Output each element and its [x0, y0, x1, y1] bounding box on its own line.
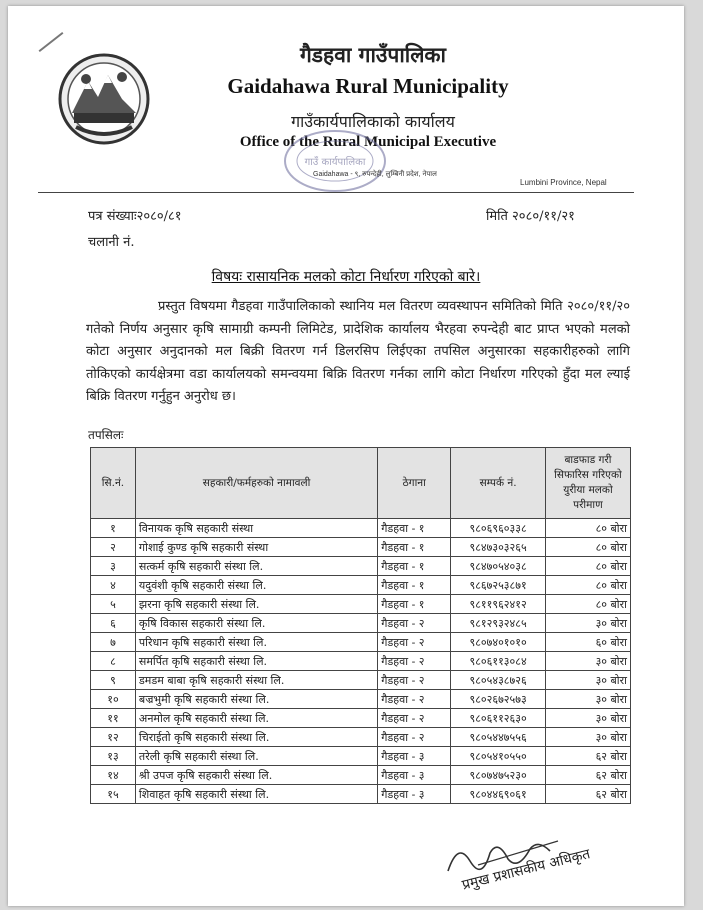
row-sn: १० [91, 690, 136, 709]
row-contact: ९८०५४३८७२६ [451, 671, 546, 690]
row-quantity: ३० बोरा [545, 652, 630, 671]
header-quantity: बाडफाड गरी सिफारिस गरिएको युरीया मलको परीमाण [545, 448, 630, 519]
row-sn: १ [91, 519, 136, 538]
row-name: विनायक कृषि सहकारी संस्था [135, 519, 377, 538]
row-quantity: ८० बोरा [545, 595, 630, 614]
letter-date: मिति २०८०/११/२१ [486, 209, 575, 224]
row-sn: ३ [91, 557, 136, 576]
stamp-text: गाउँ कार्यपालिका [304, 157, 366, 168]
table-row [91, 747, 631, 766]
row-name: यदुवंशी कृषि सहकारी संस्था लि. [135, 576, 377, 595]
row-contact: ९८४७०५४०३८ [451, 557, 546, 576]
row-quantity: ३० बोरा [545, 614, 630, 633]
row-name: चिराईतो कृषि सहकारी संस्था लि. [135, 728, 377, 747]
table-row [91, 709, 631, 728]
row-name: गोशाई कुण्ड कृषि सहकारी संस्था [135, 538, 377, 557]
row-quantity: ३० बोरा [545, 728, 630, 747]
details-label: तपसिलः [88, 428, 124, 442]
province-label: Lumbini Province, Nepal [520, 178, 607, 187]
reference-number: पत्र संख्याः२०८०/८१ [88, 209, 182, 224]
row-address: गैडहवा - २ [378, 652, 451, 671]
row-contact: ९८०६११३०८४ [451, 652, 546, 671]
table-row [91, 595, 631, 614]
table-row [91, 785, 631, 804]
row-contact: ९८११९६२४१२ [451, 595, 546, 614]
row-contact: ९८०२६७२५७३ [451, 690, 546, 709]
table-row [91, 728, 631, 747]
header-sn: सि.नं. [91, 448, 136, 519]
table-body [91, 519, 631, 804]
row-contact: ९८०७४७५२३० [451, 766, 546, 785]
row-address: गैडहवा - १ [378, 538, 451, 557]
row-contact: ९८०७४०१०१० [451, 633, 546, 652]
address-small: Gaidahawa - ९, रुपन्देही, लुम्बिनी प्रदेश, नेपाल [313, 171, 437, 178]
row-contact: ९८०६११२६३० [451, 709, 546, 728]
row-address: गैडहवा - २ [378, 728, 451, 747]
row-address: गैडहवा - ३ [378, 747, 451, 766]
municipality-name-en: Gaidahawa Rural Municipality [227, 74, 509, 98]
table-row [91, 633, 631, 652]
row-address: गैडहवा - ३ [378, 766, 451, 785]
row-contact: ९८६७२५३८७१ [451, 576, 546, 595]
row-name: अनमोल कृषि सहकारी संस्था लि. [135, 709, 377, 728]
office-name-np: गाउँकार्यपालिकाको कार्यालय [291, 112, 455, 131]
letter-body: प्रस्तुत विषयमा गैडहवा गाउँपालिकाको स्थानिय मल वितरण व्यवस्थापन समितिको मिति २०८०/११/२० गतेको निर्णय अनुसार कृषि सामाग्री कम्पनी लिमिटेड, प्रादेशिक कार्यालय भैरहवा रुपन्देही बाट प्राप्त भएको मलको कोटा अनुसार अनुदानको मल बिक्री वितरण गर्न डिलरसिप लिईएका तपसिल अनुसारका सहकारीहरुको लागि तोकिएको कार्यक्षेत्रमा वडा कार्यालयको समन्वयमा बिक्रि वितरण गर्नका लागि कोटा निर्धारण गरिएको हुँदा मल ल्याई बिक्रि वितरण गर्नुहुन अनुरोध छ। [86, 299, 630, 405]
row-name: सत्कर्म कृषि सहकारी संस्था लि. [135, 557, 377, 576]
row-name: श्री उपज कृषि सहकारी संस्था लि. [135, 766, 377, 785]
row-sn: ८ [91, 652, 136, 671]
header-name: सहकारी/फर्महरुको नामावली [135, 448, 377, 519]
row-address: गैडहवा - २ [378, 690, 451, 709]
document-page [8, 6, 684, 906]
row-quantity: ८० बोरा [545, 519, 630, 538]
row-address: गैडहवा - २ [378, 671, 451, 690]
row-address: गैडहवा - २ [378, 709, 451, 728]
row-address: गैडहवा - १ [378, 576, 451, 595]
row-name: परिधान कृषि सहकारी संस्था लि. [135, 633, 377, 652]
row-quantity: ६२ बोरा [545, 766, 630, 785]
row-sn: १४ [91, 766, 136, 785]
row-sn: १२ [91, 728, 136, 747]
row-name: कृषि विकास सहकारी संस्था लि. [135, 614, 377, 633]
row-sn: ९ [91, 671, 136, 690]
row-quantity: ८० बोरा [545, 538, 630, 557]
row-quantity: ६२ बोरा [545, 785, 630, 804]
row-contact: ९८०४४६९०६१ [451, 785, 546, 804]
office-name-en: Office of the Rural Municipal Executive [239, 134, 497, 150]
header-contact: सम्पर्क नं. [451, 448, 546, 519]
table-row [91, 576, 631, 595]
row-contact: ९८०६९६०३३८ [451, 519, 546, 538]
row-sn: १५ [91, 785, 136, 804]
row-sn: ५ [91, 595, 136, 614]
row-contact: ९८०५४१०५५० [451, 747, 546, 766]
office-stamp [280, 126, 390, 196]
row-contact: ९८४७३०३२६५ [451, 538, 546, 557]
row-name: शिवाहत कृषि सहकारी संस्था लि. [135, 785, 377, 804]
row-sn: ७ [91, 633, 136, 652]
table-row [91, 538, 631, 557]
table-row [91, 652, 631, 671]
row-name: तरेली कृषि सहकारी संस्था लि. [135, 747, 377, 766]
header-divider [38, 192, 634, 193]
row-sn: १३ [91, 747, 136, 766]
table-row [91, 557, 631, 576]
row-name: डमडम बाबा कृषि सहकारी संस्था लि. [135, 671, 377, 690]
table-row [91, 671, 631, 690]
row-address: गैडहवा - १ [378, 557, 451, 576]
row-address: गैडहवा - ३ [378, 785, 451, 804]
row-quantity: ८० बोरा [545, 557, 630, 576]
row-sn: ११ [91, 709, 136, 728]
officer-title: प्रमुख प्रशासकीय अधिकृत [460, 846, 592, 894]
dispatch-number: चलानी नं. [88, 235, 135, 250]
row-name: बज्रभुमी कृषि सहकारी संस्था लि. [135, 690, 377, 709]
row-quantity: ३० बोरा [545, 671, 630, 690]
table-row [91, 766, 631, 785]
table-row [91, 690, 631, 709]
row-quantity: ८० बोरा [545, 576, 630, 595]
table-row [91, 614, 631, 633]
row-quantity: ६० बोरा [545, 633, 630, 652]
row-quantity: ३० बोरा [545, 709, 630, 728]
row-address: गैडहवा - २ [378, 633, 451, 652]
row-address: गैडहवा - १ [378, 519, 451, 538]
row-contact: ९८१२९३२४८५ [451, 614, 546, 633]
row-name: समर्पित कृषि सहकारी संस्था लि. [135, 652, 377, 671]
row-sn: ६ [91, 614, 136, 633]
municipality-emblem-icon [56, 51, 152, 147]
header-address: ठेगाना [378, 448, 451, 519]
row-contact: ९८०५४४७५५६ [451, 728, 546, 747]
row-name: झरना कृषि सहकारी संस्था लि. [135, 595, 377, 614]
row-sn: २ [91, 538, 136, 557]
row-sn: ४ [91, 576, 136, 595]
subject-line [8, 267, 684, 286]
table-row [91, 519, 631, 538]
municipality-name-np: गैडहवा गाउँपालिका [299, 42, 446, 67]
table-header-row [91, 448, 631, 519]
subject-text: विषयः रासायनिक मलको कोटा निर्धारण गरिएको बारे। [211, 269, 481, 285]
pen-mark [39, 32, 64, 52]
row-address: गैडहवा - १ [378, 595, 451, 614]
quota-table [90, 447, 631, 804]
row-quantity: ६२ बोरा [545, 747, 630, 766]
row-quantity: ३० बोरा [545, 690, 630, 709]
row-address: गैडहवा - २ [378, 614, 451, 633]
